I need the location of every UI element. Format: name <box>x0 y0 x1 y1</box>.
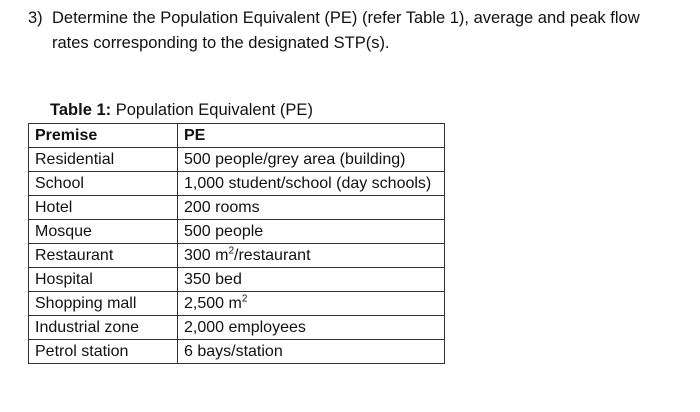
question-line-1 <box>28 6 688 31</box>
premise-cell: Residential <box>29 148 178 172</box>
pe-value: 500 people/grey area (building) <box>184 151 406 168</box>
question-line-1-text: Determine the Population Equivalent (PE) (refer Table 1), average and peak flow <box>52 9 640 27</box>
pe-cell <box>178 268 445 292</box>
pe-unit-exponent: 2 <box>228 245 235 257</box>
pe-value: 2,000 employees <box>184 319 306 336</box>
question-number: 3) <box>28 9 43 27</box>
premise-cell: Mosque <box>29 220 178 244</box>
table-row <box>29 220 445 244</box>
premise-cell: Petrol station <box>29 340 178 364</box>
table-header-row <box>29 124 445 148</box>
pe-cell <box>178 244 445 268</box>
population-equivalent-table <box>28 123 445 364</box>
pe-unit-exponent: 2 <box>241 293 248 305</box>
question-text <box>28 6 688 56</box>
table-caption <box>50 100 313 120</box>
table-row <box>29 340 445 364</box>
premise-cell: Hotel <box>29 196 178 220</box>
premise-cell: Shopping mall <box>29 292 178 316</box>
pe-cell <box>178 172 445 196</box>
table-row <box>29 196 445 220</box>
table-caption-text: Population Equivalent (PE) <box>115 101 313 119</box>
table-body <box>29 148 445 364</box>
header-pe: PE <box>178 124 445 148</box>
pe-value: 2,500 m <box>184 295 242 312</box>
table-caption-label: Table 1: <box>50 101 112 119</box>
header-premise: Premise <box>29 124 178 148</box>
pe-cell <box>178 316 445 340</box>
table-row <box>29 268 445 292</box>
pe-cell <box>178 340 445 364</box>
pe-value-suffix: /restaurant <box>234 247 311 264</box>
question-line-2: rates corresponding to the designated STP(s). <box>52 34 390 52</box>
table-row <box>29 172 445 196</box>
premise-cell: School <box>29 172 178 196</box>
pe-value: 200 rooms <box>184 199 260 216</box>
pe-value: 350 bed <box>184 271 242 288</box>
table-row <box>29 244 445 268</box>
table-row <box>29 316 445 340</box>
pe-cell <box>178 196 445 220</box>
premise-cell: Restaurant <box>29 244 178 268</box>
pe-value: 500 people <box>184 223 264 240</box>
premise-cell: Industrial zone <box>29 316 178 340</box>
table-row <box>29 292 445 316</box>
pe-value: 1,000 student/school (day schools) <box>184 175 432 192</box>
premise-cell: Hospital <box>29 268 178 292</box>
pe-cell <box>178 292 445 316</box>
pe-cell <box>178 220 445 244</box>
pe-value: 300 m <box>184 247 229 264</box>
table-row <box>29 148 445 172</box>
pe-value: 6 bays/station <box>184 343 283 360</box>
pe-cell <box>178 148 445 172</box>
